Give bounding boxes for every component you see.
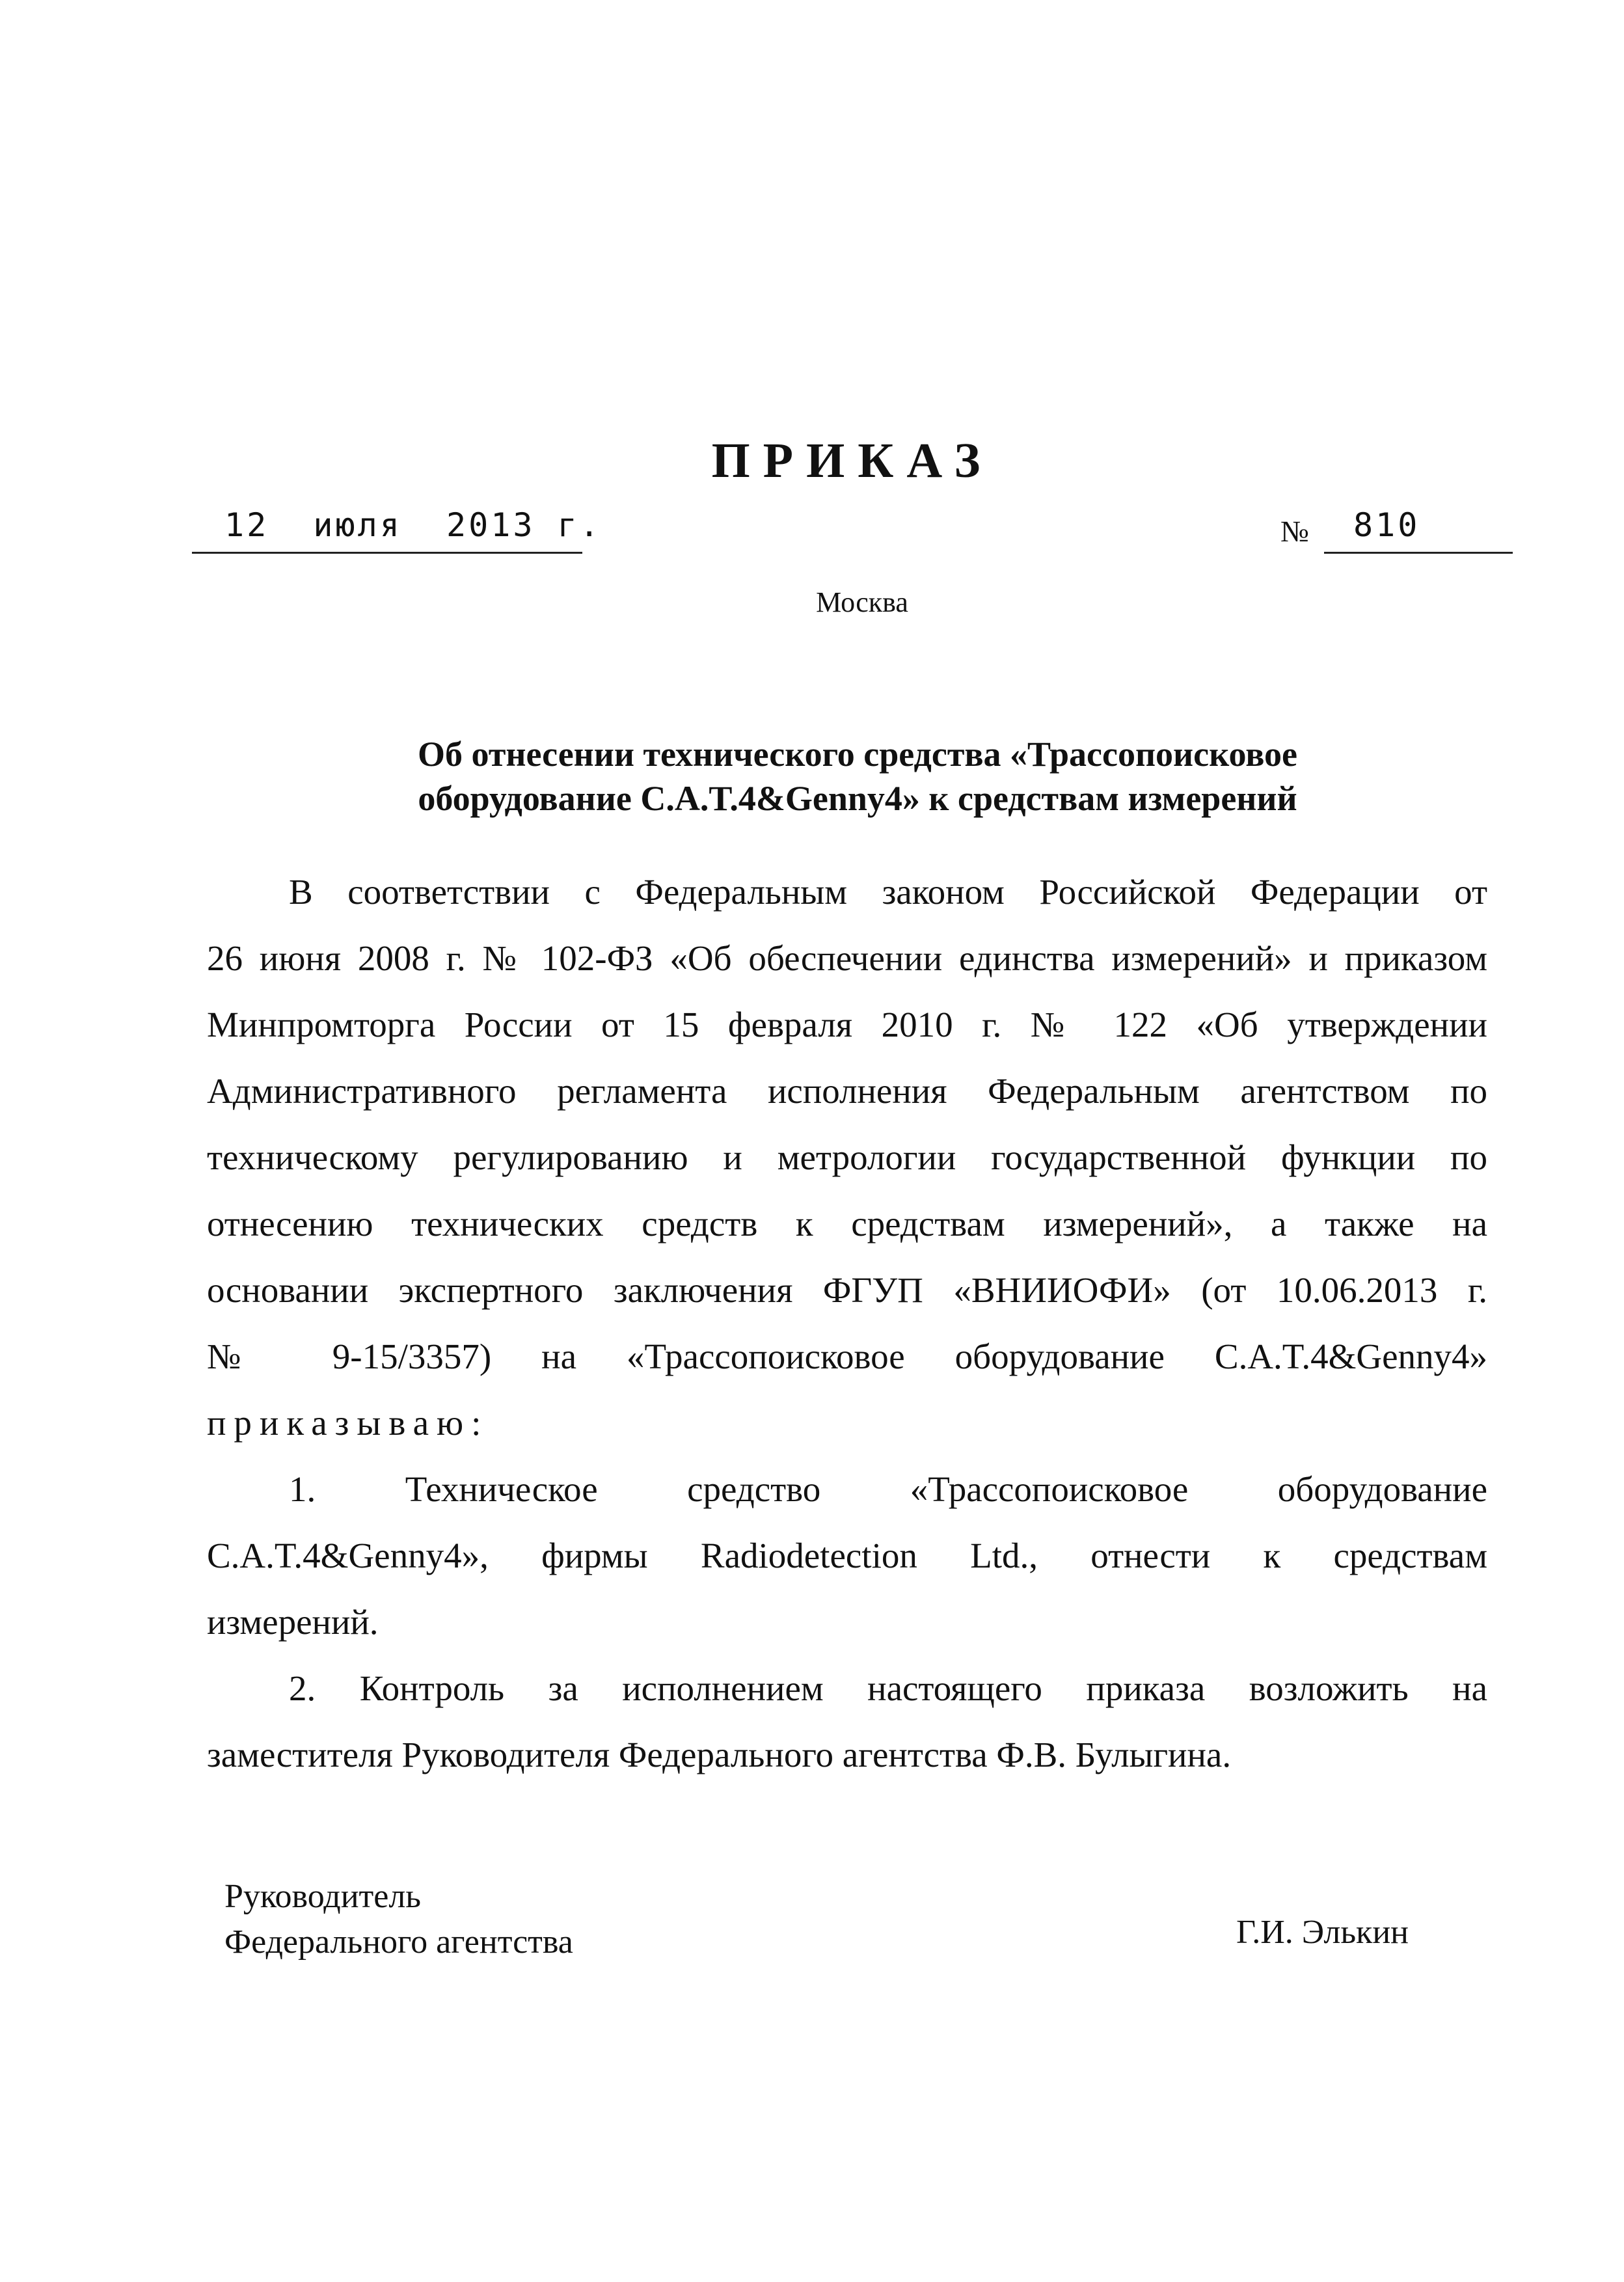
position-line-1: Руководитель [224,1878,421,1915]
subject-heading [0,732,1624,821]
number-field [1324,506,1513,554]
item-1-line: C.A.T.4&Genny4», фирмы Radiodetection Ltd., отнести к средствам [207,1536,1487,1575]
position-line-2: Федерального агентства [224,1923,573,1961]
preamble-line: В соответствии с Федеральным законом Российской Федерации от [289,872,1487,912]
city: Москва [816,586,908,618]
signatory-name: Г.И. Элькин [1236,1914,1409,1951]
order-word: приказываю: [207,1403,489,1443]
preamble-line: техническому регулированию и метрологии государственной функции по [207,1137,1487,1177]
item-1-line: 1. Техническое средство «Трассопоисковое оборудование [289,1469,1487,1509]
item-2-line: заместителя Руководителя Федерального агентства Ф.В. Булыгина. [207,1735,1232,1774]
order-body [207,859,1487,1788]
item-2 [207,1655,1487,1788]
item-2-line: 2. Контроль за исполнением настоящего приказа возложить на [289,1668,1487,1708]
signatory-position [224,1874,573,1965]
order-number: 810 [1353,506,1420,544]
subject-line-2: оборудование C.A.T.4&Genny4» к средствам измерений [418,779,1297,818]
preamble-line: 26 июня 2008 г. № 102-ФЗ «Об обеспечении единства измерений» и приказом [207,938,1487,978]
preamble-line: Минпромторга России от 15 февраля 2010 г. № 122 «Об утверждении [207,1005,1487,1044]
preamble-line: Административного регламента исполнения Федеральным агентством по [207,1071,1487,1111]
order-date: 12 июля 2013 г. [224,506,602,544]
document-title: ПРИКАЗ [711,433,994,488]
preamble-line: основании экспертного заключения ФГУП «ВНИИОФИ» (от 10.06.2013 г. [207,1270,1487,1310]
preamble-line: отнесению технических средств к средствам измерений», а также на [207,1204,1487,1243]
number-label: № [1280,515,1309,548]
preamble-line: № 9-15/3357) на «Трассопоисковое оборудование C.A.T.4&Genny4» [207,1337,1487,1376]
date-field [192,506,602,554]
item-1-line: измерений. [207,1602,379,1642]
preamble-paragraph [207,859,1487,1390]
subject-line-1: Об отнесении технического средства «Трассопоисковое [418,735,1297,774]
item-1 [207,1456,1487,1655]
